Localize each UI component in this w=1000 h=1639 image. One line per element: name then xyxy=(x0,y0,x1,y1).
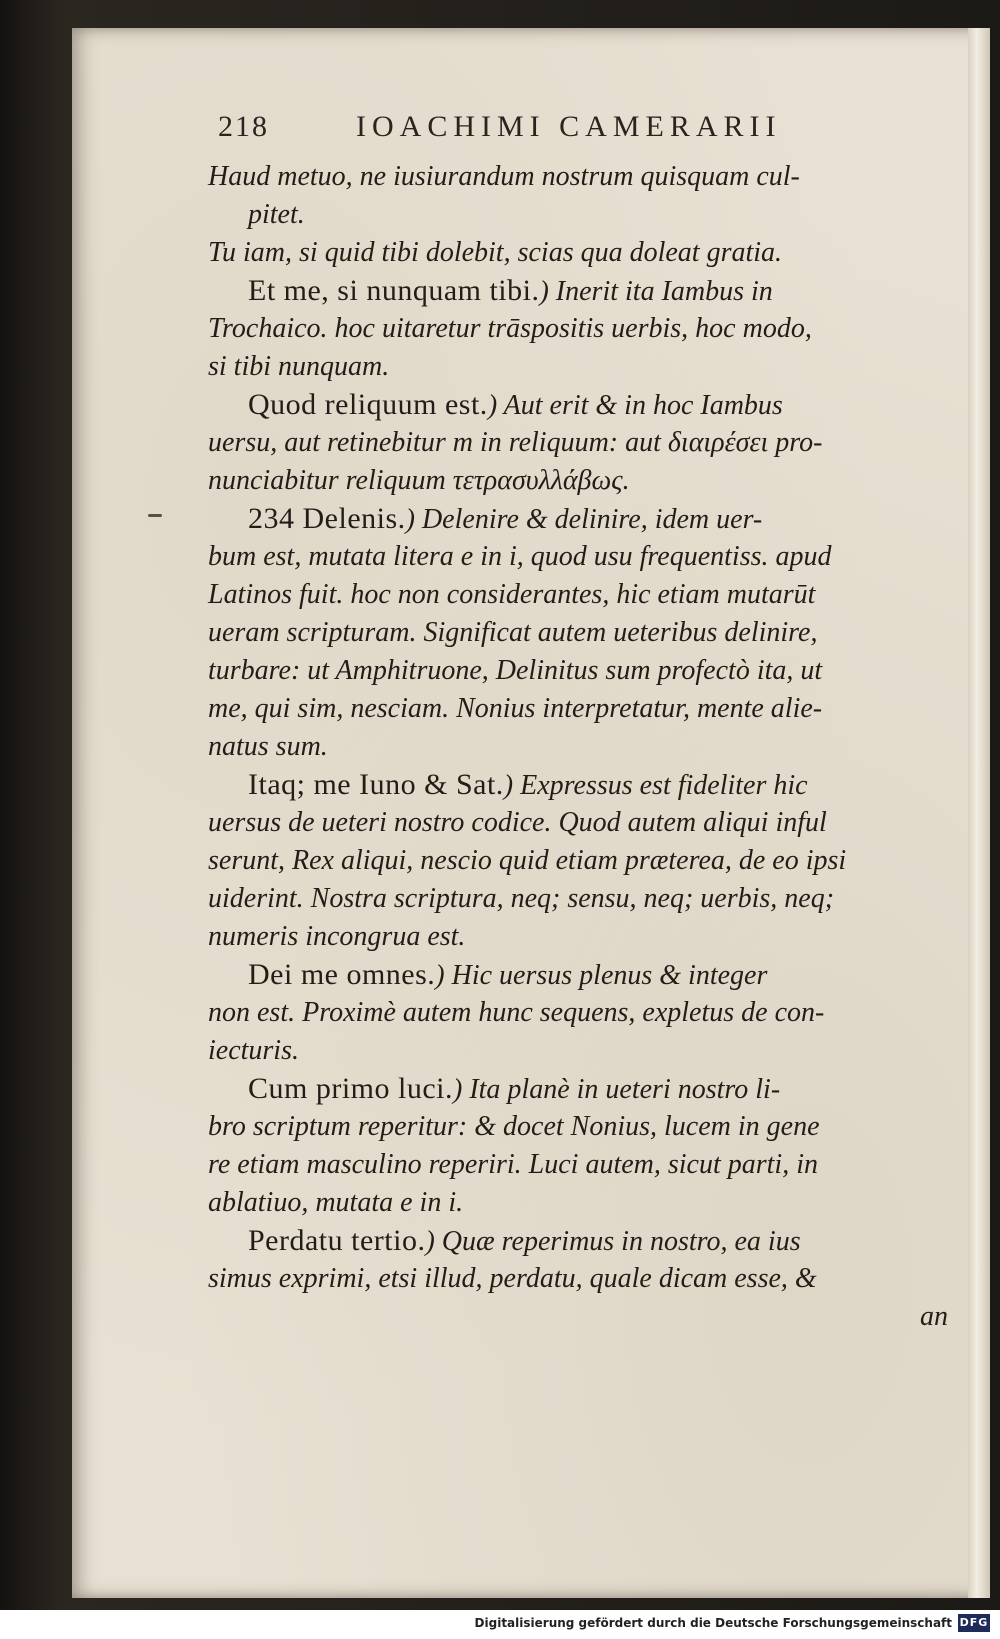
text-line xyxy=(208,1146,968,1184)
line-text: ) Inerit ita Iambus in xyxy=(539,276,773,307)
text-line xyxy=(208,462,968,500)
line-text: Latinos fuit. hoc non considerantes, hic etiam mutarūt xyxy=(208,579,816,610)
text-line xyxy=(208,842,968,880)
line-text: uiderint. Nostra scriptura, neq; sensu, neq; uerbis, neq; xyxy=(208,883,835,914)
text-line xyxy=(208,348,968,386)
lemma: Quod reliquum est. xyxy=(248,388,488,421)
text-line xyxy=(208,1298,968,1336)
text-line xyxy=(208,196,968,234)
line-text: ) Delenire & delinire, idem uer- xyxy=(405,504,763,535)
line-text: nunciabitur reliquum τετρασυλλάβως. xyxy=(208,465,630,496)
line-text: ) Aut erit & in hoc Iambus xyxy=(487,390,783,421)
text-line xyxy=(208,1070,968,1108)
line-text: bum est, mutata litera e in i, quod usu frequentiss. apud xyxy=(208,541,832,572)
line-text: ) Quæ reperimus in nostro, ea ius xyxy=(425,1226,801,1257)
text-line xyxy=(208,1184,968,1222)
line-text: numeris incongrua est. xyxy=(208,921,466,952)
line-text: ) Expressus est fideliter hic xyxy=(503,770,808,801)
text-line xyxy=(208,310,968,348)
text-line xyxy=(208,272,968,310)
line-text: si tibi nunquam. xyxy=(208,351,390,382)
lemma: Et me, si nunquam tibi. xyxy=(248,274,540,307)
text-line xyxy=(208,1260,968,1298)
line-text: ) Hic uersus plenus & integer xyxy=(435,960,768,991)
lemma: Cum primo luci. xyxy=(248,1072,453,1105)
line-text: uersu, aut retinebitur m in reliquum: aut διαιρέσει pro- xyxy=(208,427,823,458)
footer-bar xyxy=(0,1610,1000,1639)
text-line xyxy=(208,158,968,196)
text-line xyxy=(208,766,968,804)
line-text: non est. Proximè autem hunc sequens, expletus de con- xyxy=(208,997,825,1028)
lemma: Perdatu tertio. xyxy=(248,1224,426,1257)
running-head: IOACHIMI CAMERARII xyxy=(356,110,782,143)
line-text: pitet. xyxy=(248,199,305,230)
text-line xyxy=(208,538,968,576)
line-text: Trochaico. hoc uitaretur trāspositis uerbis, hoc modo, xyxy=(208,313,812,344)
text-line xyxy=(208,234,968,272)
text-line xyxy=(208,690,968,728)
lemma: Dei me omnes. xyxy=(248,958,436,991)
line-text: Haud metuo, ne iusiurandum nostrum quisquam cul- xyxy=(208,161,800,192)
line-text: re etiam masculino reperiri. Luci autem, sicut parti, in xyxy=(208,1149,818,1180)
text-line xyxy=(208,956,968,994)
text-line xyxy=(208,994,968,1032)
line-text: iecturis. xyxy=(208,1035,299,1066)
text-line xyxy=(208,500,968,538)
line-text: turbare: ut Amphitruone, Delinitus sum profectò ita, ut xyxy=(208,655,823,686)
footer-credit: Digitalisierung gefördert durch die Deutsche Forschungsgemeinschaft xyxy=(474,1616,952,1630)
text-line xyxy=(208,576,968,614)
line-text: Tu iam, si quid tibi dolebit, scias qua doleat gratia. xyxy=(208,237,783,268)
text-line xyxy=(208,918,968,956)
page-number: 218 xyxy=(218,110,269,143)
line-text: ablatiuo, mutata e in i. xyxy=(208,1187,464,1218)
text-line xyxy=(208,1108,968,1146)
text-line xyxy=(208,386,968,424)
text-body xyxy=(208,158,968,1336)
margin-mark xyxy=(148,514,162,517)
text-line xyxy=(208,614,968,652)
lemma: 234 Delenis. xyxy=(248,502,406,535)
text-line xyxy=(208,880,968,918)
text-line xyxy=(208,424,968,462)
line-text: an xyxy=(920,1301,948,1332)
dfg-logo-icon: DFG xyxy=(958,1614,990,1632)
text-line xyxy=(208,1222,968,1260)
line-text: ueram scripturam. Significat autem ueteribus delinire, xyxy=(208,617,818,648)
line-text: ) Ita planè in ueteri nostro li- xyxy=(453,1074,781,1105)
page-header xyxy=(218,78,938,158)
text-line xyxy=(208,728,968,766)
text-line xyxy=(208,1032,968,1070)
line-text: uersus de ueteri nostro codice. Quod autem aliqui inful xyxy=(208,807,827,838)
text-line xyxy=(208,804,968,842)
line-text: natus sum. xyxy=(208,731,328,762)
line-text: serunt, Rex aliqui, nescio quid etiam præterea, de eo ipsi xyxy=(208,845,847,876)
line-text: bro scriptum reperitur: & docet Nonius, lucem in gene xyxy=(208,1111,820,1142)
line-text: me, qui sim, nesciam. Nonius interpretatur, mente alie- xyxy=(208,693,823,724)
line-text: simus exprimi, etsi illud, perdatu, quale dicam esse, & xyxy=(208,1263,817,1294)
page-edge xyxy=(968,28,990,1598)
text-line xyxy=(208,652,968,690)
lemma: Itaq; me Iuno & Sat. xyxy=(248,768,504,801)
